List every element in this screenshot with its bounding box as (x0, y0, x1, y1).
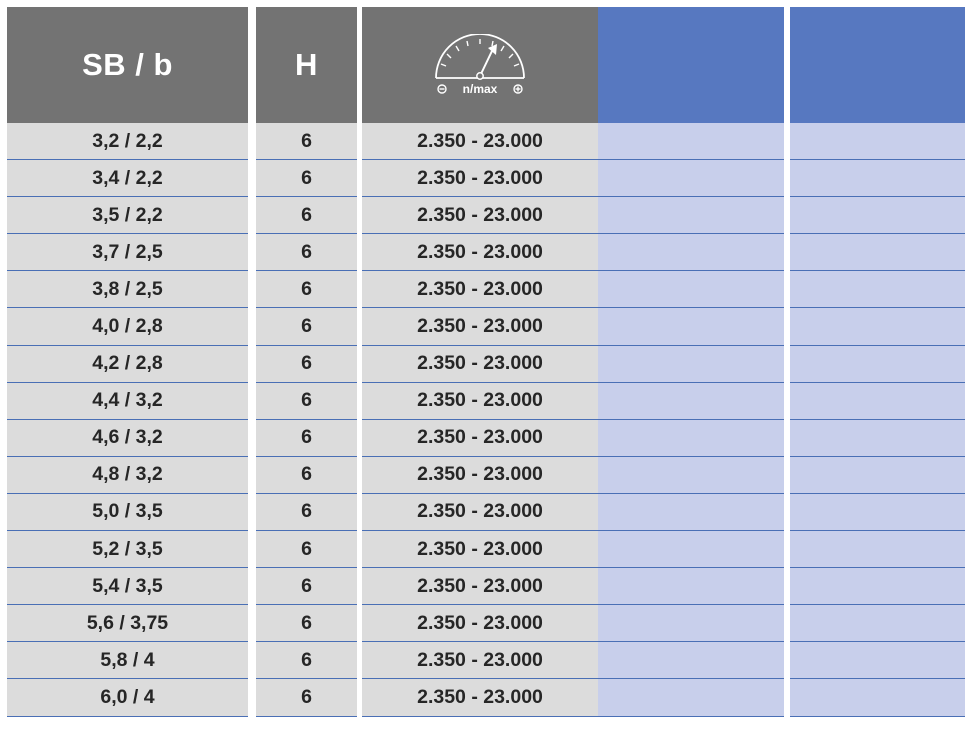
cell-sb-b: 3,5 / 2,2 (7, 197, 248, 234)
speedometer-icon (430, 34, 530, 96)
cell-sb-b: 4,6 / 3,2 (7, 420, 248, 457)
cell-blank-2 (790, 420, 965, 457)
cell-blank-1 (598, 494, 784, 531)
cell-blank-2 (790, 457, 965, 494)
cell-sb-b: 5,2 / 3,5 (7, 531, 248, 568)
cell-h: 6 (256, 123, 357, 160)
cell-speed-range: 2.350 - 23.000 (362, 420, 598, 457)
header-h-label: H (295, 47, 318, 82)
cell-blank-1 (598, 420, 784, 457)
cell-blank-1 (598, 642, 784, 679)
cell-h: 6 (256, 234, 357, 271)
cell-speed-range: 2.350 - 23.000 (362, 271, 598, 308)
cell-sb-b: 5,6 / 3,75 (7, 605, 248, 642)
cell-blank-1 (598, 383, 784, 420)
cell-speed-range: 2.350 - 23.000 (362, 346, 598, 383)
cell-blank-2 (790, 605, 965, 642)
cell-sb-b: 4,0 / 2,8 (7, 308, 248, 345)
cell-h: 6 (256, 160, 357, 197)
cell-blank-2 (790, 271, 965, 308)
cell-h: 6 (256, 494, 357, 531)
cell-h: 6 (256, 568, 357, 605)
cell-h: 6 (256, 346, 357, 383)
cell-blank-2 (790, 160, 965, 197)
cell-blank-1 (598, 531, 784, 568)
cell-h: 6 (256, 308, 357, 345)
cell-blank-2 (790, 234, 965, 271)
cell-blank-2 (790, 568, 965, 605)
cell-speed-range: 2.350 - 23.000 (362, 679, 598, 716)
cell-sb-b: 5,8 / 4 (7, 642, 248, 679)
header-blank-1 (598, 7, 784, 123)
cell-speed-range: 2.350 - 23.000 (362, 197, 598, 234)
cell-sb-b: 4,4 / 3,2 (7, 383, 248, 420)
cell-speed-range: 2.350 - 23.000 (362, 308, 598, 345)
cell-speed-range: 2.350 - 23.000 (362, 234, 598, 271)
cell-speed-range: 2.350 - 23.000 (362, 568, 598, 605)
cell-blank-1 (598, 197, 784, 234)
cell-blank-2 (790, 383, 965, 420)
cell-blank-1 (598, 234, 784, 271)
header-blank-2 (790, 7, 965, 123)
cell-sb-b: 4,2 / 2,8 (7, 346, 248, 383)
cell-blank-2 (790, 346, 965, 383)
cell-blank-2 (790, 642, 965, 679)
cell-blank-2 (790, 308, 965, 345)
cell-blank-2 (790, 494, 965, 531)
cell-blank-1 (598, 160, 784, 197)
cell-sb-b: 3,7 / 2,5 (7, 234, 248, 271)
cell-blank-1 (598, 346, 784, 383)
cell-sb-b: 5,0 / 3,5 (7, 494, 248, 531)
cell-speed-range: 2.350 - 23.000 (362, 531, 598, 568)
cell-sb-b: 3,2 / 2,2 (7, 123, 248, 160)
cell-speed-range: 2.350 - 23.000 (362, 642, 598, 679)
cell-speed-range: 2.350 - 23.000 (362, 123, 598, 160)
cell-h: 6 (256, 531, 357, 568)
cell-blank-1 (598, 605, 784, 642)
cell-speed-range: 2.350 - 23.000 (362, 605, 598, 642)
cell-sb-b: 3,8 / 2,5 (7, 271, 248, 308)
cell-blank-1 (598, 271, 784, 308)
cell-blank-1 (598, 457, 784, 494)
cell-blank-1 (598, 308, 784, 345)
cell-speed-range: 2.350 - 23.000 (362, 383, 598, 420)
cell-speed-range: 2.350 - 23.000 (362, 494, 598, 531)
header-sb-b-label: SB / b (82, 47, 173, 82)
cell-h: 6 (256, 642, 357, 679)
cell-blank-2 (790, 123, 965, 160)
cell-h: 6 (256, 457, 357, 494)
cell-sb-b: 5,4 / 3,5 (7, 568, 248, 605)
cell-blank-1 (598, 679, 784, 716)
cell-h: 6 (256, 420, 357, 457)
cell-blank-2 (790, 679, 965, 716)
cell-h: 6 (256, 383, 357, 420)
header-h (256, 7, 357, 123)
cell-h: 6 (256, 605, 357, 642)
cell-h: 6 (256, 271, 357, 308)
header-sb-b (7, 7, 248, 123)
cell-blank-2 (790, 531, 965, 568)
cell-blank-2 (790, 197, 965, 234)
cell-h: 6 (256, 679, 357, 716)
cell-sb-b: 6,0 / 4 (7, 679, 248, 716)
cell-speed-range: 2.350 - 23.000 (362, 160, 598, 197)
cell-blank-1 (598, 123, 784, 160)
header-speed (362, 7, 598, 123)
cell-blank-1 (598, 568, 784, 605)
cell-sb-b: 4,8 / 3,2 (7, 457, 248, 494)
cell-sb-b: 3,4 / 2,2 (7, 160, 248, 197)
cell-speed-range: 2.350 - 23.000 (362, 457, 598, 494)
speedometer-label: n/max (462, 82, 498, 96)
cell-h: 6 (256, 197, 357, 234)
